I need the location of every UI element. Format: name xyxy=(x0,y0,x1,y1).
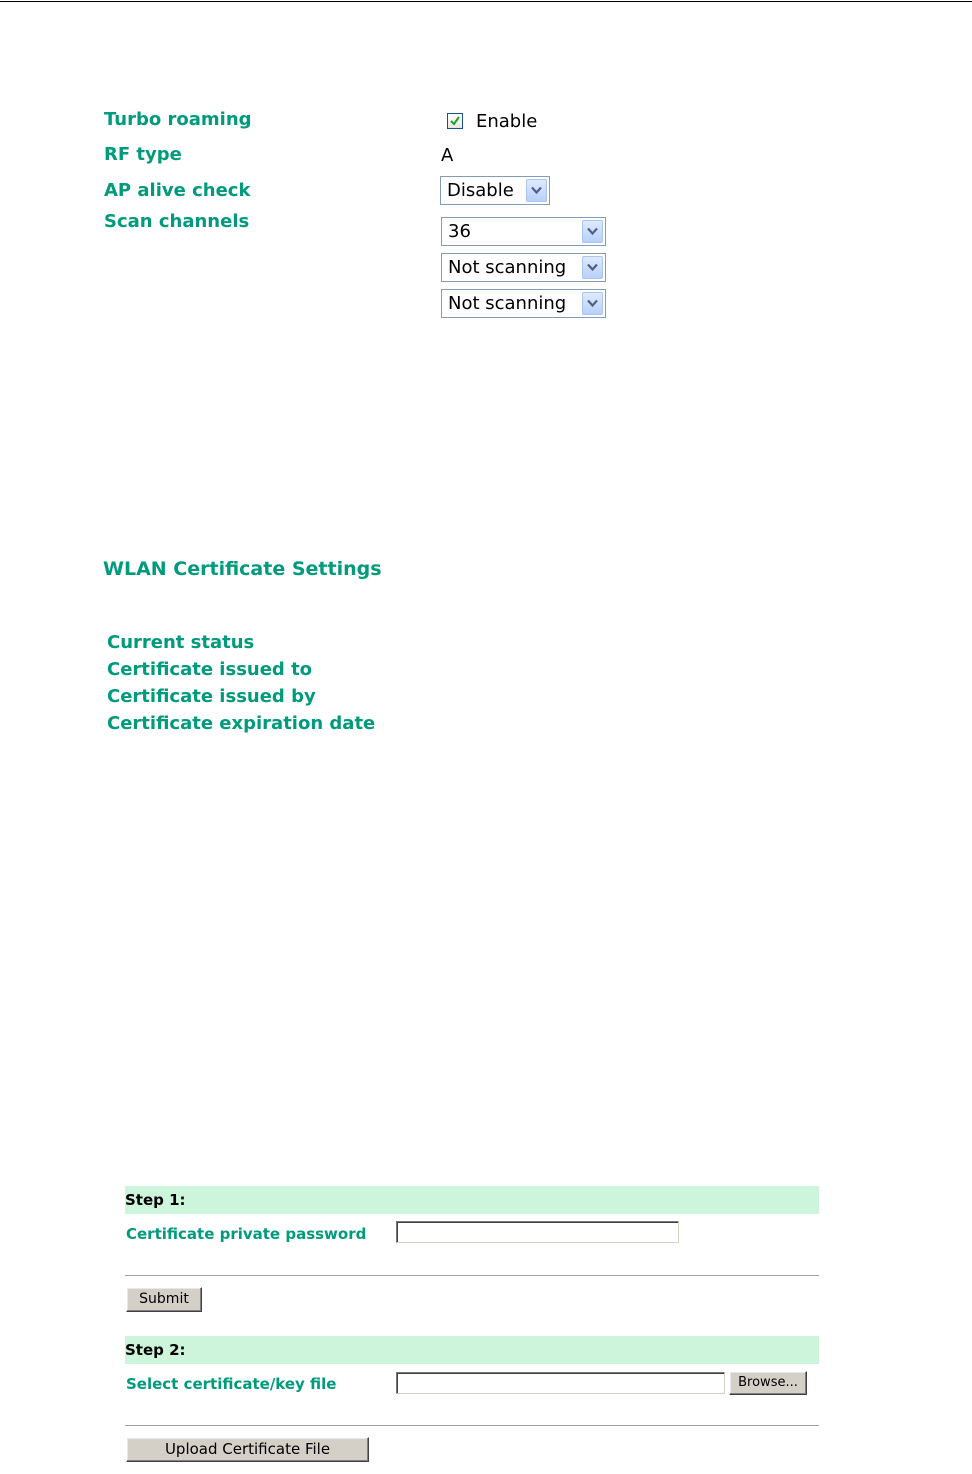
checkmark-icon xyxy=(449,115,461,127)
certificate-password-input[interactable] xyxy=(396,1221,679,1243)
scan-channels-label: Scan channels xyxy=(104,211,250,232)
step-1-header xyxy=(125,1186,819,1214)
scan-channel-select-2[interactable] xyxy=(441,253,606,282)
certificate-file-label: Select certificate/key file xyxy=(126,1375,337,1393)
ap-alive-check-value: Disable xyxy=(447,180,514,201)
page-top-rule xyxy=(0,1,972,2)
upload-certificate-button[interactable]: Upload Certificate File xyxy=(126,1437,369,1462)
certificate-password-label: Certificate private password xyxy=(126,1225,367,1243)
rf-type-label: RF type xyxy=(104,144,182,165)
chevron-down-icon[interactable] xyxy=(526,179,547,202)
scan-channel-value-3: Not scanning xyxy=(448,293,567,314)
turbo-roaming-checkbox[interactable] xyxy=(447,113,463,129)
browse-button[interactable]: Browse... xyxy=(729,1371,807,1395)
chevron-down-icon[interactable] xyxy=(582,292,603,315)
chevron-down-icon[interactable] xyxy=(582,220,603,243)
scan-channel-value-2: Not scanning xyxy=(448,257,567,278)
submit-button[interactable]: Submit xyxy=(126,1287,202,1312)
rf-type-value: A xyxy=(441,145,454,166)
divider xyxy=(125,1275,819,1277)
turbo-roaming-label: Turbo roaming xyxy=(104,109,252,130)
certificate-issued-to-label: Certificate issued to xyxy=(107,659,313,680)
scan-channel-select-1[interactable] xyxy=(441,217,606,246)
step-2-header xyxy=(125,1336,819,1364)
scan-channel-select-3[interactable] xyxy=(441,289,606,318)
scan-channel-value-1: 36 xyxy=(448,221,471,242)
certificate-file-input[interactable] xyxy=(396,1372,725,1394)
divider xyxy=(125,1425,819,1427)
ap-alive-check-label: AP alive check xyxy=(104,180,251,201)
wlan-certificate-title: WLAN Certificate Settings xyxy=(103,558,382,580)
step-1-label: Step 1: xyxy=(125,1191,186,1209)
ap-alive-check-select[interactable] xyxy=(440,176,550,205)
step-2-label: Step 2: xyxy=(125,1341,186,1359)
certificate-issued-by-label: Certificate issued by xyxy=(107,686,316,707)
current-status-label: Current status xyxy=(107,632,255,653)
chevron-down-icon[interactable] xyxy=(582,256,603,279)
turbo-roaming-option-label: Enable xyxy=(476,111,538,132)
certificate-expiration-label: Certificate expiration date xyxy=(107,713,376,734)
